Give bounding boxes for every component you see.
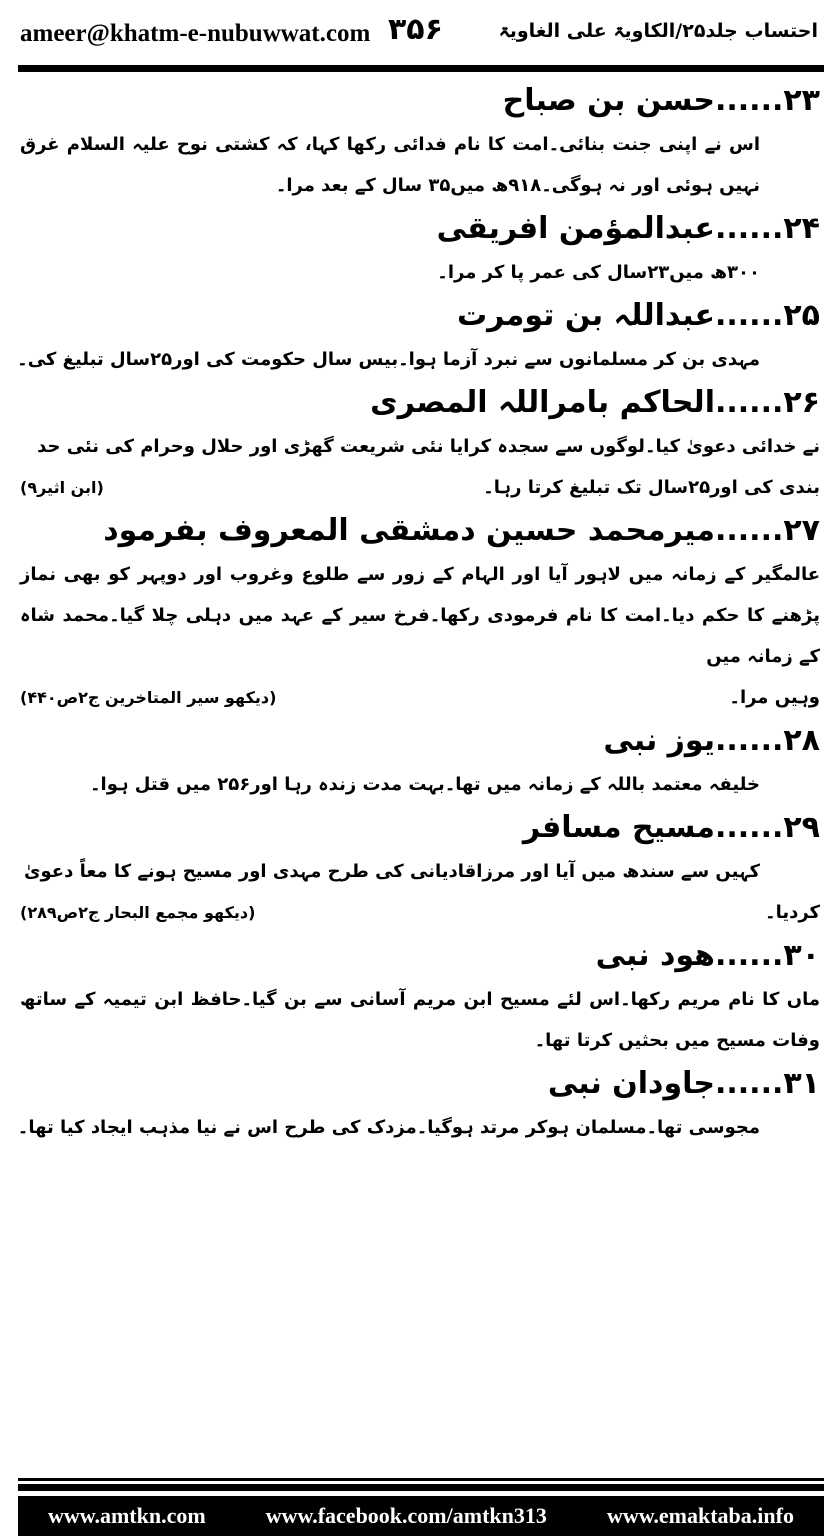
footer-link-emaktaba[interactable]: www.emaktaba.info bbox=[606, 1503, 794, 1528]
footer-link-facebook[interactable]: www.facebook.com/amtkn313 bbox=[265, 1503, 547, 1528]
book-title: احتساب جلد۲۵/الکاویۃ علی الغاویۃ bbox=[498, 20, 818, 42]
footer-link-amtkn[interactable]: www.amtkn.com bbox=[48, 1503, 206, 1528]
entry-text bbox=[17, 339, 820, 380]
entry-heading: ۲۷......میرمحمد حسین دمشقی المعروف بفرمود bbox=[103, 513, 820, 548]
reference: (دیکھو مجمع البحار ج۲ص۲۸۹) bbox=[20, 903, 256, 922]
entry-text: عالمگیر کے زمانہ میں لاہور آیا اور الہام کے زور سے طلوع وغروب اور دوپہر کو بھی نماز پڑھنے کا حکم دیا۔امت کا نام فرمودی رکھا۔فرخ سیر کے عہد میں دہلی چلا گیا۔محمد شاہ کے زمانہ میں bbox=[20, 564, 820, 667]
entry-text: ماں کا نام مریم رکھا۔اس لئے مسیح ابن مریم آسانی سے بن گیا۔حافظ ابن تیمیہ کے ساتھ وفات مسیح میں بحثیں کرتا تھا۔ bbox=[20, 989, 820, 1051]
entry-text-line: وہیں مرا۔ bbox=[729, 687, 820, 708]
entry-text: نے خدائی دعویٰ کیا۔لوگوں سے سجدہ کرایا نئی شریعت گھڑی اور حلال وحرام کی نئی حد bbox=[37, 436, 820, 457]
entry-text-line: خلیفہ معتمد باللہ کے زمانہ میں تھا۔بہت مدت زندہ رہا اور۲۵۶ میں قتل ہوا۔ bbox=[89, 774, 760, 795]
entry-text-line: مہدی بن کر مسلمانوں سے نبرد آزما ہوا۔بیس سال حکومت کی اور۲۵سال تبلیغ کی۔ bbox=[17, 349, 760, 370]
entry-text: اس نے اپنی جنت بنائی۔امت کا نام فدائی رکھا کہا، کہ کشتی نوح علیہ السلام غرق نہیں ہوئی اور نہ ہوگی۔۹۱۸ھ میں۳۵ سال کے بعد مرا۔ bbox=[20, 134, 760, 196]
entry-text-line: کردیا۔ bbox=[765, 902, 820, 923]
entry-heading: ۲۴......عبدالمؤمن افریقی bbox=[436, 211, 820, 246]
entry-text-with-reference bbox=[20, 892, 820, 933]
entry-heading: ۲۹......مسیح مسافر bbox=[522, 810, 820, 845]
entry-text-line: مجوسی تھا۔مسلمان ہوکر مرتد ہوگیا۔مزدک کی طرح اس نے نیا مذہب ایجاد کیا تھا۔ bbox=[17, 1117, 760, 1138]
entry-heading: ۲۸......یوز نبی bbox=[603, 723, 820, 758]
entry-text bbox=[20, 252, 820, 293]
entry-heading: ۳۱......جاودان نبی bbox=[547, 1066, 820, 1101]
page-number: ۳۵۶ bbox=[388, 12, 443, 47]
entry-text: کہیں سے سندھ میں آیا اور مرزاقادیانی کی طرح مہدی اور مسیح ہونے کا معاً دعویٰ bbox=[23, 861, 760, 882]
entry-text-line: ۳۰۰ھ میں۲۳سال کی عمر پا کر مرا۔ bbox=[437, 262, 760, 283]
entry-heading: ۲۶......الحاکم بامراللہ المصری bbox=[370, 385, 820, 420]
footer-rule-thick bbox=[18, 1484, 824, 1491]
entry-text-with-reference bbox=[20, 467, 820, 508]
entry-heading: ۳۰......ھود نبی bbox=[595, 938, 820, 973]
header-email[interactable]: ameer@khatm-e-nubuwwat.com bbox=[20, 20, 371, 47]
entry-text bbox=[17, 1107, 820, 1148]
entry-text-with-reference bbox=[20, 677, 820, 718]
header-rule bbox=[18, 65, 824, 72]
entry-heading: ۲۵......عبداللہ بن تومرت bbox=[456, 298, 820, 333]
entry-heading: ۲۳......حسن بن صباح bbox=[502, 83, 820, 118]
entry-text bbox=[20, 764, 820, 805]
footer-bar bbox=[18, 1496, 824, 1536]
page-content bbox=[17, 78, 820, 1470]
reference: (دیکھو سیر المتاخرین ج۲ص۴۴۰) bbox=[20, 688, 277, 707]
footer-rule-thin bbox=[18, 1478, 824, 1481]
reference: (ابن اثیر۹) bbox=[20, 478, 104, 497]
page-header bbox=[0, 0, 840, 62]
entry-text-line: بندی کی اور۲۵سال تک تبلیغ کرتا رہا۔ bbox=[483, 477, 820, 498]
